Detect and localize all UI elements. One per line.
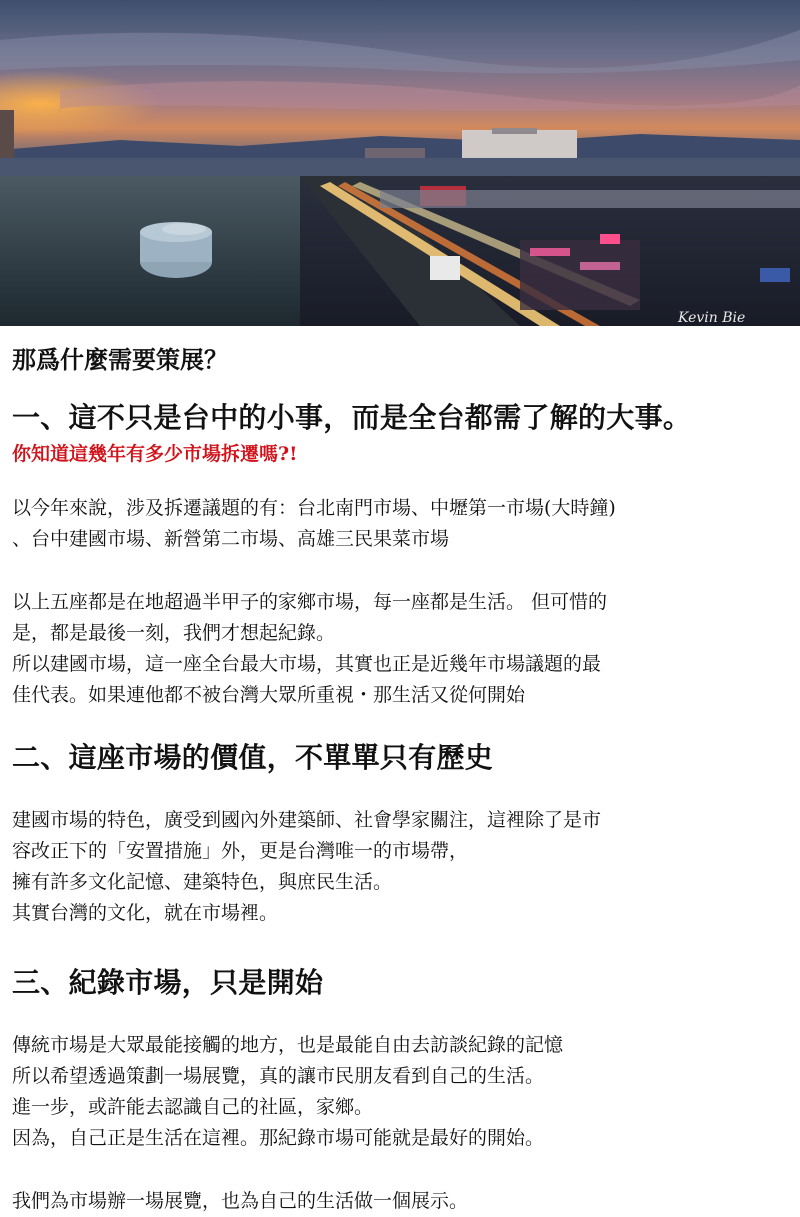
section-1-paragraph-2 xyxy=(12,587,792,711)
section-2-heading: 二、這座市場的價值，不單單只有歷史 xyxy=(12,741,494,774)
text-line: 容改正下的「安置措施」外，更是台灣唯一的市場帶， xyxy=(12,840,469,862)
section-3-paragraph-1 xyxy=(12,1030,792,1154)
text-line: 、台中建國市場、新營第二市場、高雄三民果菜市場 xyxy=(12,528,450,550)
text-line: 所以建國市場，這一座全台最大市場，其實也正是近幾年市場議題的最 xyxy=(12,653,602,675)
text-line: 擁有許多文化記憶、建築特色，與庶民生活。 xyxy=(12,871,393,893)
text-line: 所以希望透過策劃一場展覽，真的讓市民朋友看到自己的生活。 xyxy=(12,1065,545,1087)
section-2-paragraph xyxy=(12,805,792,929)
text-line: 是，都是最後一刻，我們才想起紀錄。 xyxy=(12,622,336,644)
text-line: 其實台灣的文化，就在市場裡。 xyxy=(12,902,279,924)
section-1-question: 你知道這幾年有多少市場拆遷嗎?! xyxy=(12,443,298,465)
rooftop-market-sunset-image xyxy=(0,0,800,326)
text-line: 以今年來說，涉及拆遷議題的有：台北南門市場、中壢第一市場(大時鐘) xyxy=(12,497,616,519)
text-line: 佳代表。如果連他都不被台灣大眾所重視・那生活又從何開始 xyxy=(12,684,526,706)
intro-question: 那爲什麼需要策展？ xyxy=(12,345,228,374)
text-line: 傳統市場是大眾最能接觸的地方，也是最能自由去訪談紀錄的記憶 xyxy=(12,1034,564,1056)
section-1-heading: 一、這不只是台中的小事，而是全台都需了解的大事。 xyxy=(12,401,692,434)
hero-photo xyxy=(0,0,800,326)
section-1-paragraph-1 xyxy=(12,493,792,555)
text-line: 因為，自己正是生活在這裡。那紀錄市場可能就是最好的開始。 xyxy=(12,1127,545,1149)
section-3-paragraph-2 xyxy=(12,1186,792,1217)
article-body xyxy=(12,338,792,1217)
text-line: 我們為市場辦一場展覽，也為自己的生活做一個展示。 xyxy=(12,1190,469,1212)
text-line: 進一步，或許能去認識自己的社區，家鄉。 xyxy=(12,1096,374,1118)
text-line: 以上五座都是在地超過半甲子的家鄉市場，每一座都是生活。 但可惜的 xyxy=(12,591,608,613)
section-3-heading: 三、紀錄市場，只是開始 xyxy=(12,966,324,999)
watermark-signature: Kevin Bie xyxy=(678,310,746,326)
text-line: 建國市場的特色，廣受到國內外建築師、社會學家關注，這裡除了是市 xyxy=(12,809,602,831)
